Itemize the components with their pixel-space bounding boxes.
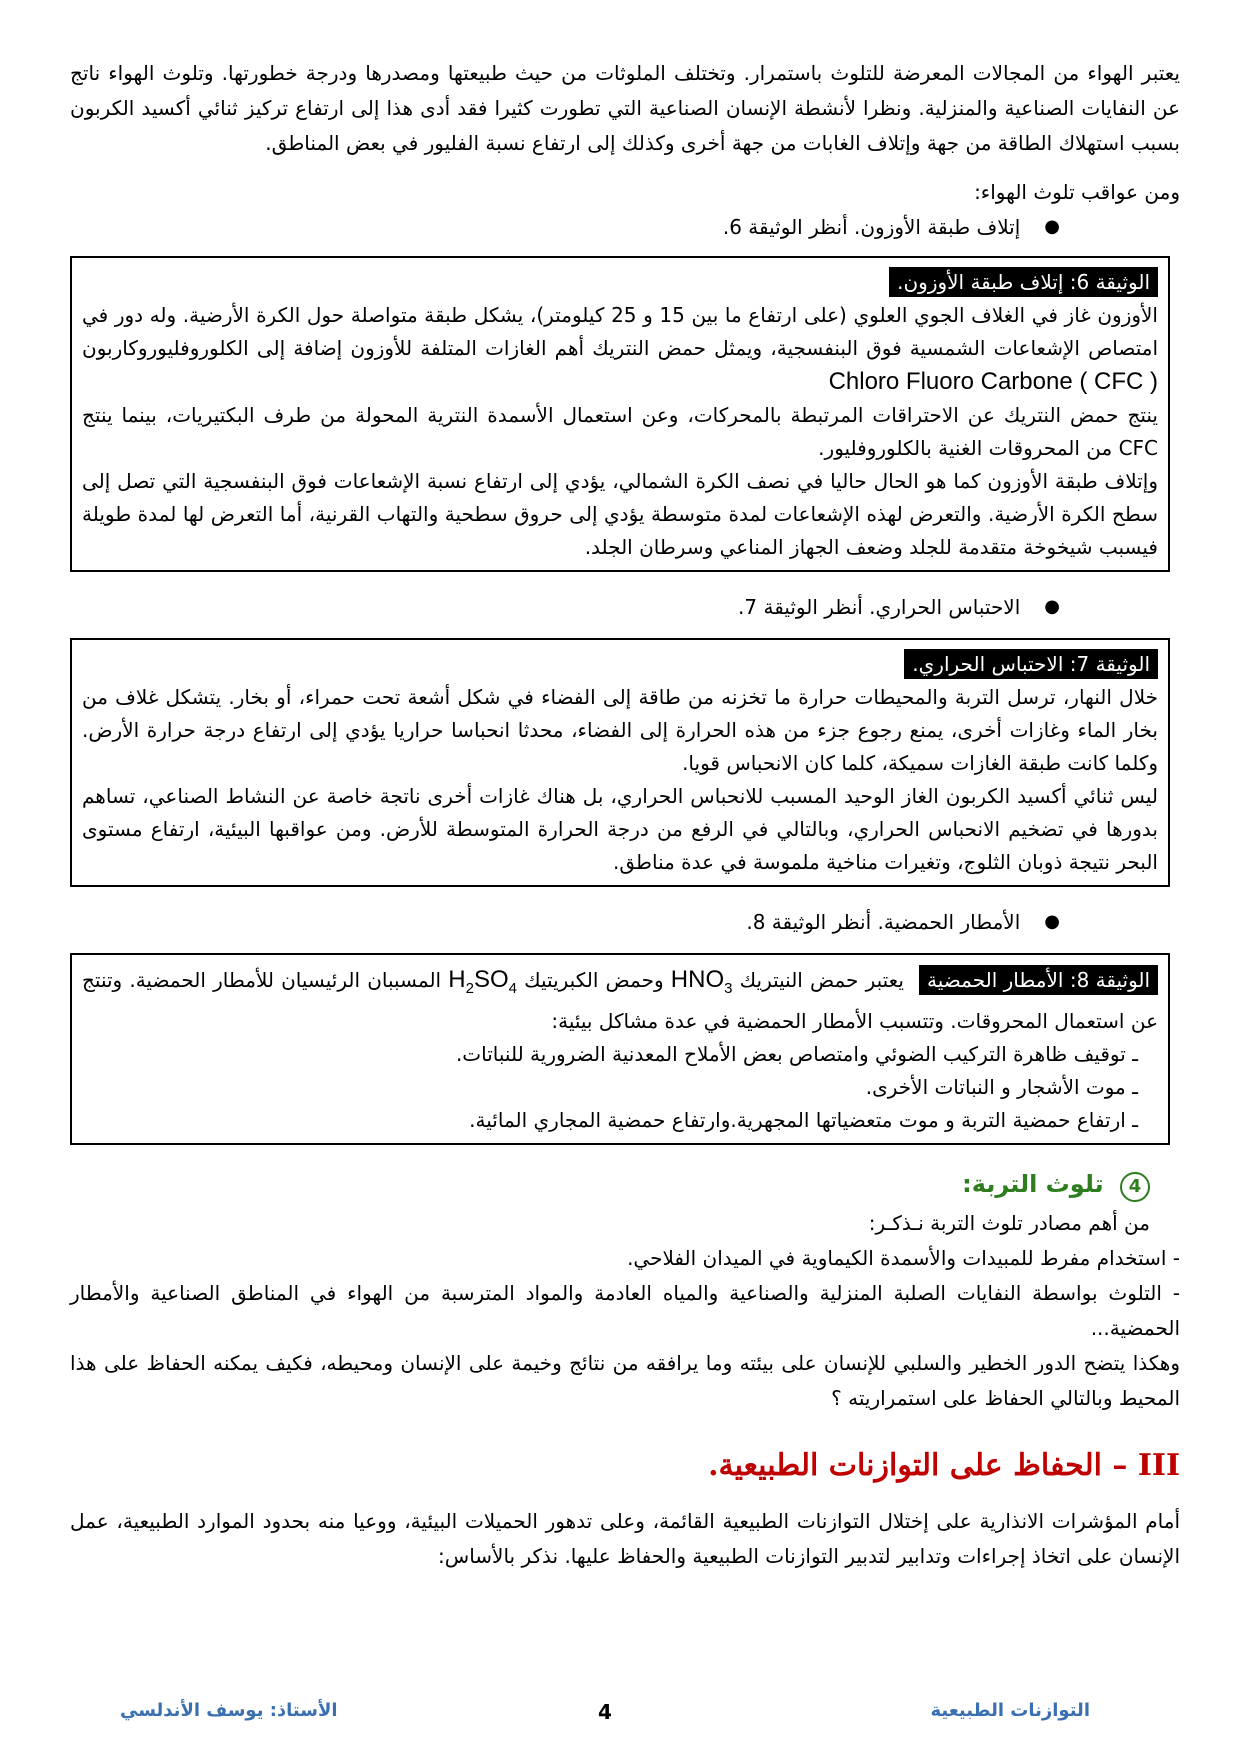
document-8-text-c: المسببان الرئيسيان للأمطار الحمضية. وتنتج عن استعمال المحروقات. وتتسبب الأمطار الحمضية في عدة مشاكل بيئية: xyxy=(82,968,1158,1033)
bullet-doc7 xyxy=(70,590,1060,624)
h2so4-formula: $H_2SO_4$ xyxy=(448,966,517,997)
consequences-lead: ومن عواقب تلوث الهواء: xyxy=(974,180,1180,204)
document-6-paragraph-1 xyxy=(82,299,1158,399)
document-7-paragraph-1: خلال النهار، ترسل التربة والمحيطات حرارة ما تخزنه من طاقة إلى الفضاء في شكل أشعة تحت حمراء، أو بخار. يتشكل غلاف من بخار الماء وغازات أخرى، يمنع رجوع جزء من هذه الحرارة إلى الفضاء، محدثا انحباسا حراريا يؤدي إلى ارتفاع درجة حرارة الأرض. وكلما كانت طبقة الغازات سميكة، كلما كان الانحباس قويا. xyxy=(82,685,1158,775)
document-6-title: الوثيقة 6: إتلاف طبقة الأوزون. xyxy=(889,267,1158,297)
bullet-dot-icon: ● xyxy=(1044,911,1060,932)
hno3-formula: $HNO_3$ xyxy=(670,966,733,997)
list-item: ـ توقيف ظاهرة التركيب الضوئي وامتصاص بعض الأملاح المعدنية الضرورية للنباتات. xyxy=(455,1041,1138,1066)
bullet-doc6-text: إتلاف طبقة الأوزون. أنظر الوثيقة 6. xyxy=(722,215,1021,239)
document-6-paragraph-3: وإتلاف طبقة الأوزون كما هو الحال حاليا في نصف الكرة الشمالي، يؤدي إلى ارتفاع نسبة الإشعاعات فوق البنفسجية التي تصل إلى سطح الكرة الأرضية. والتعرض لهذه الإشعاعات لمدة متوسطة يؤدي إلى حروق سطحية والتهاب القرنية، أما التعرض لها لمدة طويلة فيسبب شيخوخة متقدمة للجلد وضعف الجهاز المناعي وسرطان الجلد. xyxy=(82,469,1158,559)
page-content xyxy=(70,56,1180,1574)
document-8-paragraph-1 xyxy=(82,963,1158,1038)
document-6-box xyxy=(70,256,1170,572)
soil-pollution-heading xyxy=(70,1167,1150,1202)
soil-pollution-title: تلوث التربة: xyxy=(962,1169,1104,1198)
soil-closing: وهكذا يتضح الدور الخطير والسلبي للإنسان على بيئته وما يرافقه من نتائج وخيمة على الإنسان ومحيطه، فكيف يمكنه الحفاظ على هذا المحيط وبالتالي الحفاظ على استمراريته ؟ xyxy=(70,1350,1180,1410)
bullet-dot-icon: ● xyxy=(1044,596,1060,617)
bullet-doc8 xyxy=(70,905,1060,939)
document-8-box xyxy=(70,953,1170,1145)
page-number: 4 xyxy=(598,1700,612,1724)
document-8-text-a: يعتبر حمض النيتريك xyxy=(739,968,904,992)
footer-teacher: الأستاذ: يوسف الأندلسي xyxy=(120,1700,338,1721)
bullet-dot-icon: ● xyxy=(1044,216,1060,237)
bullet-doc6 xyxy=(70,210,1060,244)
document-6-p1-text: الأوزون غاز في الغلاف الجوي العلوي (على ارتفاع ما بين 15 و 25 كيلومتر)، يشكل طبقة متواصلة حول الكرة الأرضية. وله دور في امتصاص الإشعاعات الشمسية فوق البنفسجية، ويمثل حمض النتريك أهم الغازات المتلفة للأوزون إضافة إلى الكلوروفليوروكاربون xyxy=(82,303,1158,360)
document-7-paragraph-2: ليس ثنائي أكسيد الكربون الغاز الوحيد المسبب للانحباس الحراري، بل هناك غازات أخرى ناتجة خاصة عن النشاط الصناعي، تساهم بدورها في تضخيم الانحباس الحراري، وبالتالي في الرفع من درجة الحرارة المتوسطة للأرض. ومن عواقبها البيئية، ارتفاع مستوى البحر نتيجة ذوبان الثلوج، وتغيرات مناخية ملموسة في عدة مناطق. xyxy=(82,784,1158,874)
page-footer xyxy=(120,1700,1090,1730)
section-3-paragraph: أمام المؤشرات الانذارية على إختلال التوازنات الطبيعية القائمة، وعلى تدهور الحميلات البيئية، ووعيا منه بحدود الموارد الطبيعية، عمل الإنسان على اتخاذ إجراءات وتدابير لتدبير التوازنات الطبيعية والحفاظ عليها. نذكر بالأساس: xyxy=(70,1508,1180,1568)
document-7-box xyxy=(70,638,1170,887)
document-7-title: الوثيقة 7: الاحتباس الحراري. xyxy=(904,649,1158,679)
acid-rain-effects-list xyxy=(82,1038,1158,1137)
soil-lead: من أهم مصادر تلوث التربة نـذكـر: xyxy=(868,1210,1150,1235)
document-8-title: الوثيقة 8: الأمطار الحمضية xyxy=(919,965,1158,995)
footer-subject: التوازنات الطبيعية xyxy=(930,1700,1090,1721)
soil-item-2: - التلوث بواسطة النفايات الصلبة المنزلية والصناعية والمياه العادمة والمواد المترسبة من الهواء في المناطق الصناعية والأمطار الحمضية... xyxy=(70,1280,1180,1340)
section-3-title: III – الحفاظ على التوازنات الطبيعية. xyxy=(708,1447,1180,1483)
document-8-text-b: وحمض الكبريتيك xyxy=(524,968,664,992)
cfc-term: Chloro Fluoro Carbone ( CFC ) xyxy=(828,368,1158,395)
soil-item-1: - استخدام مفرط للمبيدات والأسمدة الكيماوية في الميدان الفلاحي. xyxy=(627,1245,1180,1270)
bullet-doc8-text: الأمطار الحمضية. أنظر الوثيقة 8. xyxy=(746,910,1021,934)
circled-number-icon: 4 xyxy=(1120,1172,1150,1202)
document-6-paragraph-2: ينتج حمض النتريك عن الاحتراقات المرتبطة بالمحركات، وعن استعمال الأسمدة النترية المحولة من طرف البكتيريات، بينما ينتج CFC من المحروقات الغنية بالكلوروفليور. xyxy=(82,403,1158,460)
intro-paragraph: يعتبر الهواء من المجالات المعرضة للتلوث باستمرار. وتختلف الملوثات من حيث طبيعتها ومصدرها ودرجة خطورتها. وتلوث الهواء ناتج عن النفايات الصناعية والمنزلية. ونظرا لأنشطة الإنسان الصناعية التي تطورت كثيرا فقد أدى هذا إلى ارتفاع تركيز ثنائي أكسيد الكربون بسبب استهلاك الطاقة من جهة وإتلاف الغابات من جهة أخرى وكذلك إلى ارتفاع نسبة الفليور في بعض المناطق. xyxy=(70,61,1180,155)
bullet-doc7-text: الاحتباس الحراري. أنظر الوثيقة 7. xyxy=(738,595,1021,619)
list-item: ـ موت الأشجار و النباتات الأخرى. xyxy=(865,1074,1138,1099)
list-item: ـ ارتفاع حمضية التربة و موت متعضياتها المجهرية.وارتفاع حمضية المجاري المائية. xyxy=(469,1107,1138,1132)
